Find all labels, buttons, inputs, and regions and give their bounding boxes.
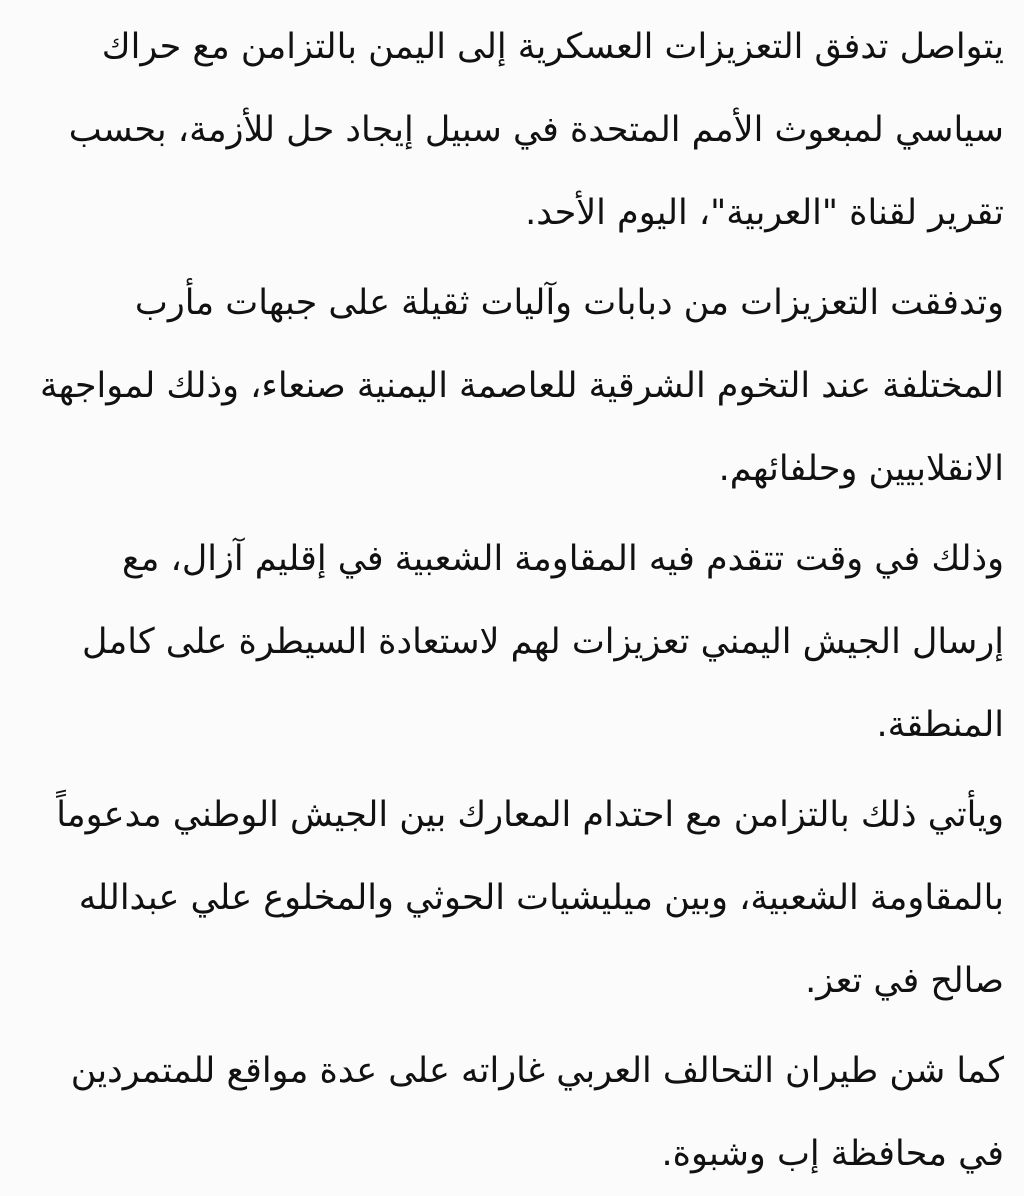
paragraph-3: وذلك في وقت تتقدم فيه المقاومة الشعبية في إقليم آزال، مع إرسال الجيش اليمني تعزيزات لهم لاستعادة السيطرة على كامل المنطقة. bbox=[82, 539, 1004, 745]
paragraph-4: ويأتي ذلك بالتزامن مع احتدام المعارك بين الجيش الوطني مدعوماً بالمقاومة الشعبية، وبين ميليشيات الحوثي والمخلوع علي عبدالله صالح في تعز. bbox=[56, 795, 1004, 1001]
paragraph-1: يتواصل تدفق التعزيزات العسكرية إلى اليمن بالتزامن مع حراك سياسي لمبعوث الأمم المتحدة في سبيل إيجاد حل للأزمة، بحسب تقرير لقناة "العربية"، اليوم الأحد. bbox=[68, 27, 1004, 233]
paragraph-5: كما شن طيران التحالف العربي غاراته على عدة مواقع للمتمردين في محافظة إب وشبوة. bbox=[70, 1051, 1004, 1174]
paragraph-2: وتدفقت التعزيزات من دبابات وآليات ثقيلة على جبهات مأرب المختلفة عند التخوم الشرقية للعاصمة اليمنية صنعاء، وذلك لمواجهة الانقلابيين وحلفائهم. bbox=[40, 283, 1004, 489]
